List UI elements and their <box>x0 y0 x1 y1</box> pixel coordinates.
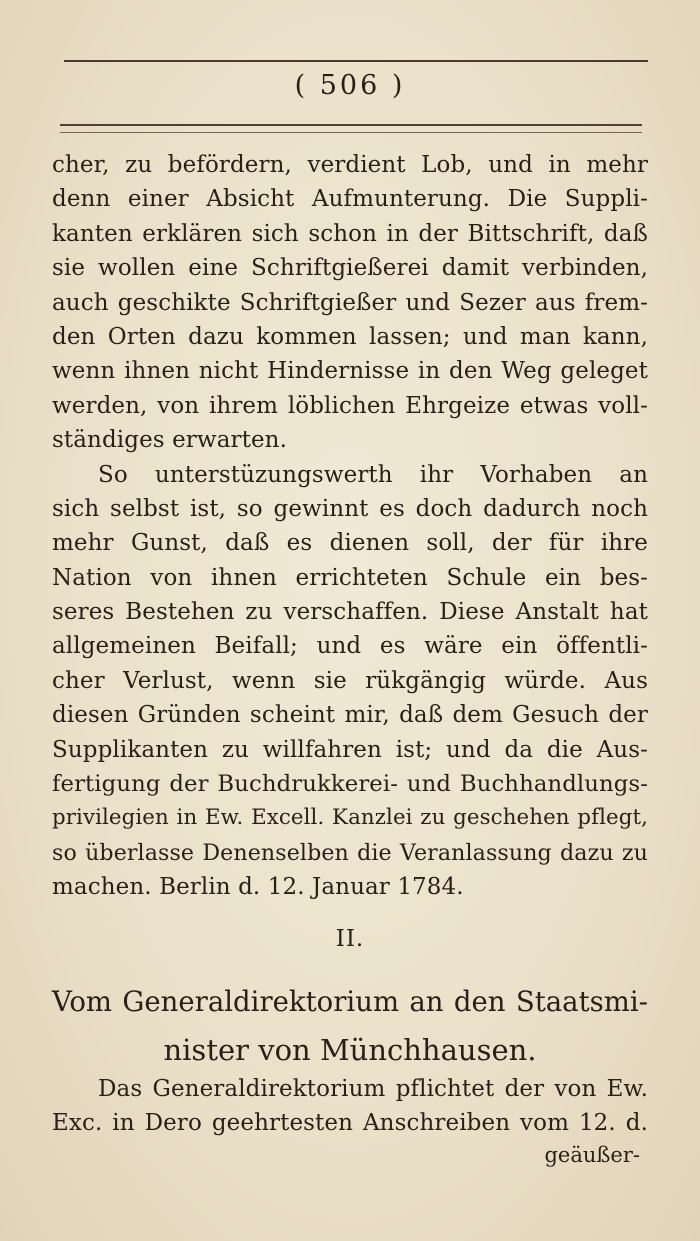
section-heading <box>52 978 648 1074</box>
text-line: sie wollen eine Schriftgießerei damit verbinden, <box>52 255 648 282</box>
text-line: auch geschikte Schriftgießer und Sezer aus frem- <box>52 289 648 316</box>
section-number: II. <box>335 926 365 952</box>
text-line: werden, von ihrem löblichen Ehrgeize etwas voll- <box>52 392 648 419</box>
text-line: Nation von ihnen errichteten Schule ein bes- <box>52 564 648 591</box>
text-line: privilegien in Ew. Excell. Kanzlei zu geschehen pflegt, <box>52 805 648 831</box>
text-line: cher, zu befördern, verdient Lob, und in mehr <box>52 152 648 178</box>
text-line: Exc. in Dero geehrtesten Anschreiben vom 12. d. <box>52 1110 648 1137</box>
text-line: cher Verlust, wenn sie rükgängig würde. Aus <box>52 667 648 694</box>
text-line: mehr Gunst, daß es dienen soll, der für ihre <box>52 530 648 557</box>
text-line: Das Generaldirektorium pflichtet der von Ew. <box>98 1076 648 1102</box>
text-line: So unterstüzungswerth ihr Vorhaben an <box>98 461 648 488</box>
text-line: ständiges erwarten. <box>52 427 287 454</box>
text-line: wenn ihnen nicht Hindernisse in den Weg geleget <box>52 358 648 385</box>
text-line: kanten erklären sich schon in der Bittschrift, daß <box>52 220 648 247</box>
text-line: machen. Berlin d. 12. Januar 1784. <box>52 874 464 901</box>
body-text <box>52 148 648 905</box>
section-body-text <box>52 1072 648 1141</box>
text-line: Supplikanten zu willfahren ist; und da die Aus- <box>52 736 648 763</box>
text-line: allgemeinen Beifall; und es wäre ein öffentli- <box>52 633 648 660</box>
text-line: so überlasse Denenselben die Veranlassung dazu zu <box>52 839 648 866</box>
text-line: den Orten dazu kommen lassen; und man kann, <box>52 323 648 350</box>
text-line: diesen Gründen scheint mir, daß dem Gesuch der <box>52 702 648 729</box>
header-rule-top <box>64 60 648 62</box>
section-heading-line: Vom Generaldirektorium an den Staatsmi- <box>52 986 648 1018</box>
text-line: denn einer Absicht Aufmunterung. Die Suppli- <box>52 186 648 213</box>
section-heading-line: nister von Münchhausen. <box>163 1033 537 1067</box>
catchword: geäußer- <box>544 1143 640 1167</box>
text-line: seres Bestehen zu verschaffen. Diese Anstalt hat <box>52 599 648 626</box>
page-number: ( 506 ) <box>294 70 406 101</box>
header-rule-bottom <box>60 124 642 133</box>
text-line: sich selbst ist, so gewinnt es doch dadurch noch <box>52 495 648 522</box>
text-line: fertigung der Buchdrukkerei- und Buchhandlungs- <box>52 771 648 798</box>
